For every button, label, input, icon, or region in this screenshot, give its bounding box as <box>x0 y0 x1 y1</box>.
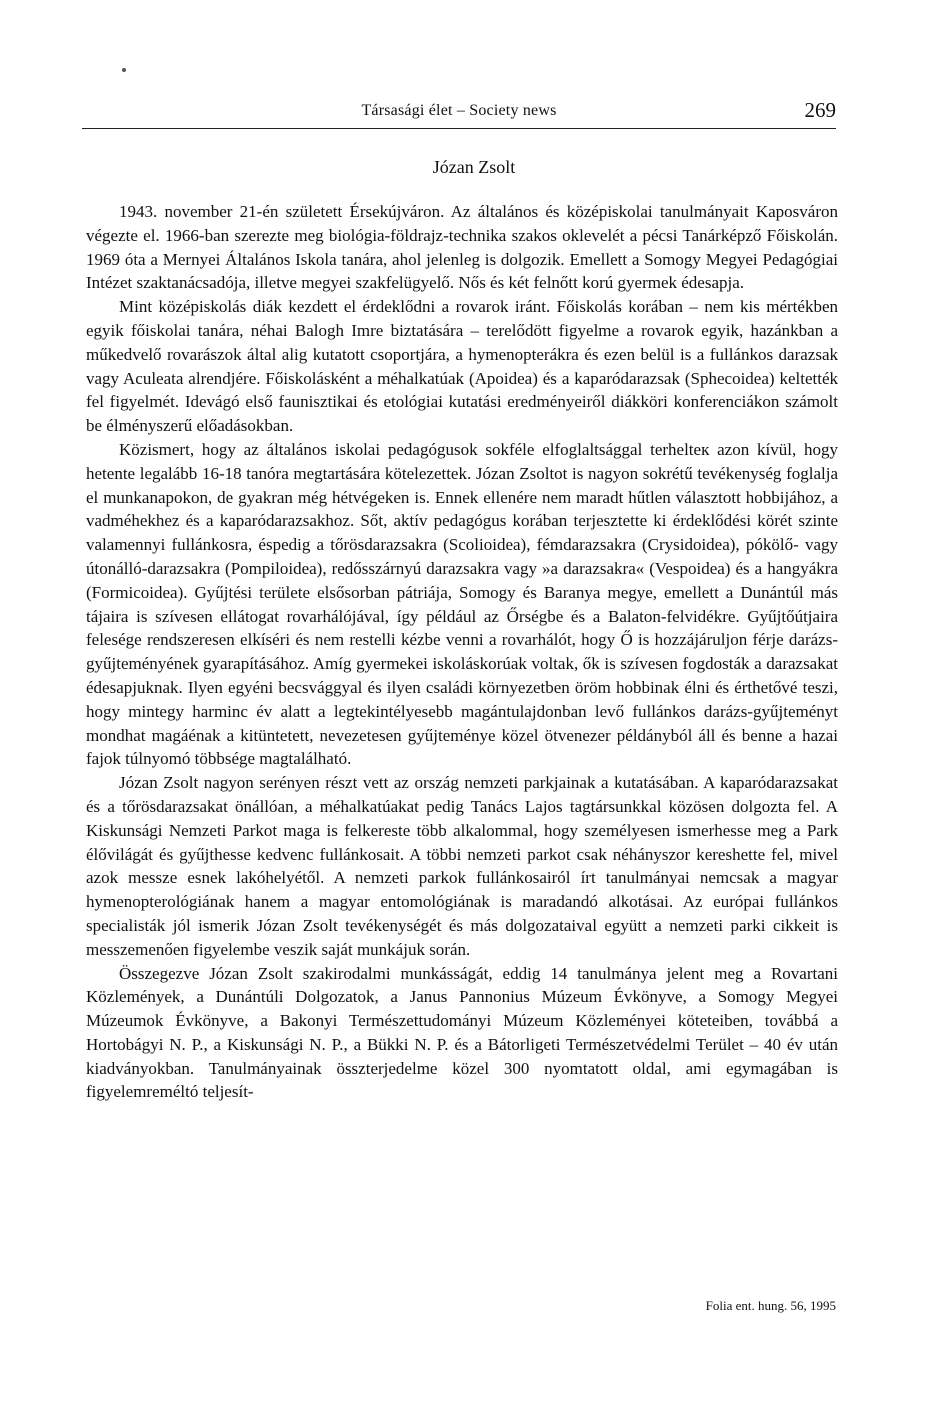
paragraph-4: Józan Zsolt nagyon serényen részt vett az ország nemzeti parkjainak a kutatásában. A kaparódarazsakat és a tőrösdarazsakat önállóan, a méhalkatúakat pedig Tanács Lajos tagtársunkkal közösen dolgozta fel. A Kiskunsági Nemzeti Parkot maga is felkereste több alkalommal, hogy személyesen ismerhesse meg a Park élővilágát és gyűjthesse kedvenc fullánkosait. A többi nemzeti parkot csak néhányszor kereshette fel, mivel azok messze esnek lakóhelyétől. A nemzeti parkok fullánkosairól írt tanulmányai nemcsak a magyar hymenopterológiának hanem a magyar entomológiának is maradandó alkotásai. Az európai fullánkos specialisták jól ismerik Józan Zsolt tevékenységét és más dolgozataival együtt a nemzeti parki cikkeit is messzemenően figyelembe veszik saját munkájuk során. <box>86 773 838 959</box>
paragraph-2: Mint középiskolás diák kezdett el érdeklődni a rovarok iránt. Főiskolás korában – nem kis mértékben egyik főiskolai tanára, néhai Balogh Imre biztatására – terelődött figyelme a rovarok egyik, hazánkban a műkedvelő rovarászok által alig kutatott csoportjára, a hymenopterákra és ezen belül is a fullánkos darazsak vagy Aculeata alrendjére. Főiskolásként a méhalkatúak (Apoidea) és a kaparódarazsak (Sphecoidea) keltették fel figyelmét. Idevágó első faunisztikai és etológiai kutatási eredményeiről diákköri konferenciákon számolt be élményszerű előadásokban. <box>86 297 838 436</box>
article-body <box>86 200 838 1104</box>
page-speck <box>122 68 126 72</box>
paragraph-5: Összegezve Józan Zsolt szakirodalmi munkásságát, eddig 14 tanulmánya jelent meg a Rovartani Közlemények, a Dunántúli Dolgozatok, a Janus Pannonius Múzeum Évkönyve, a Somogy Megyei Múzeumok Évkönyve, a Bakonyi Természettudományi Múzeum Közleményei köteteiben, továbbá a Hortobágyi N. P., a Kiskunsági N. P., a Bükki N. P. és a Bátorligeti Természetvédelmi Terület – 40 év után kiadványokban. Tanulmányainak összterjedelme közel 300 nyomtatott oldal, ami egymagában is figyelemreméltó teljesít- <box>86 963 838 1102</box>
paragraph-3: Közismert, hogy az általános iskolai pedagógusok sokféle elfoglaltsággal terhelteк azon kívül, hogy hetente legalább 16-18 tanóra megtartására kötelezettek. Józan Zsoltot is nagyon sokrétű tevékenység foglalja el munkanapokon, de gyakran még hétvégeken is. Ennek ellenére nem maradt hűtlen választott hobbijához, a vadméhekhez és a kaparódarazsakhoz. Sőt, aktív pedagógus korában terjesztette ki érdeklődési körét szinte valamennyi fullánkosra, éspedig a tőrösdarazsakra (Scolioidea), fémdarazsakra (Crysidoidea), pókölő- vagy útonálló-darazsakra (Pompiloidea), redősszárnyú darazsakra vagy »a darazsakra« (Vespoidea) és a hangyákra (Formicoidea). Gyűjtési területe elsősorban pátriája, Somogy és Baranya megye, emellett a Dunántúl más tájaira is szívesen ellátogat rovarhálójával, így például az Őrségbe és a Balaton-felvidékre. Gyűjtőútjaira felesége rendszeresen elkíséri és nem restelli kézbe venni a rovarhálót, hogy Ő is hozzájáruljon férje darázs-gyűjteményének gyarapításához. Amíg gyermekei iskoláskorúak voltak, ők is szívesen fogdosták a darazsakat édesapjuknak. Ilyen egyéni becsvággyal és ilyen családi környezetben öröm hobbinak élni és érthetővé teszi, hogy mintegy harminc év alatt a legtekintélyesebb magántulajdonban levő fullánkos darázs-gyűjteményt mondhat magáénak a kitüntetett, nevezetesen gyűjteménye közel ötvenezer példányból áll és benne a hazai fajok túlnyomó többsége magtalálható. <box>86 439 838 769</box>
paragraph-1: 1943. november 21-én született Érsekújváron. Az általános és középiskolai tanulmányait Kaposváron végezte el. 1966-ban szerezte meg biológia-földrajz-technika szakos oklevelét a pécsi Tanárképző Főiskolán. 1969 óta a Mernyei Általános Iskola tanára, ahol jelenleg is dolgozik. Emellett a Somogy Megyei Pedagógiai Intézet szaktanácsadója, illetve megyei szakfelügyelő. Nős és két felnőtt korú gyermek édesapja. <box>86 202 838 293</box>
page-number: 269 <box>804 98 836 122</box>
journal-citation: Folia ent. hung. 56, 1995 <box>705 1298 836 1313</box>
running-title: Társasági élet – Society news <box>361 102 557 119</box>
article-title: Józan Zsolt <box>432 157 516 177</box>
running-header <box>82 98 836 129</box>
